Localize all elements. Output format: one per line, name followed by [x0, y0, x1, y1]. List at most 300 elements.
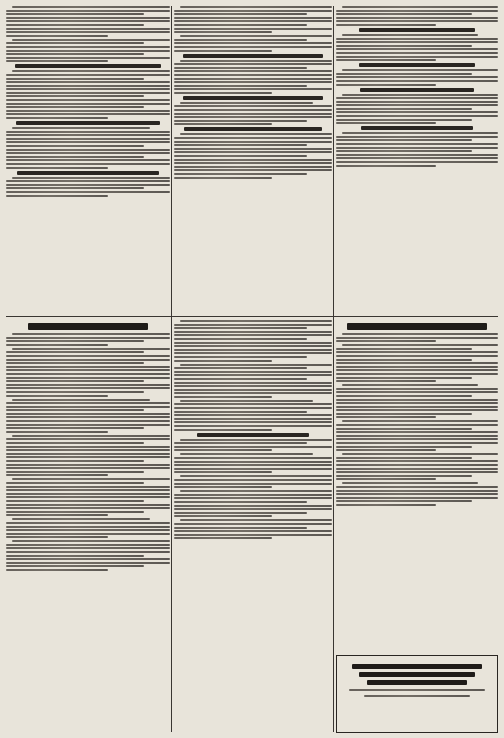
- text-line: [336, 478, 436, 480]
- text-line: [174, 144, 307, 146]
- advertisement-text: [343, 664, 491, 697]
- text-line: [6, 446, 170, 448]
- paragraph: [336, 384, 498, 418]
- text-line: [6, 35, 108, 37]
- text-line: [336, 475, 472, 477]
- text-line: [174, 342, 332, 344]
- text-line: [336, 359, 472, 361]
- text-line: [336, 460, 498, 462]
- text-line: [174, 162, 332, 164]
- text-line: [6, 529, 170, 531]
- text-line: [6, 489, 170, 491]
- text-line: [6, 569, 108, 571]
- text-line: [342, 453, 498, 455]
- text-line: [6, 482, 144, 484]
- text-line: [336, 337, 498, 339]
- text-line: [6, 395, 108, 397]
- paragraph: [336, 69, 498, 85]
- text-line: [6, 500, 144, 502]
- text-line: [6, 78, 144, 80]
- text-line: [6, 416, 170, 418]
- text-line: [6, 131, 170, 133]
- text-line: [6, 384, 170, 386]
- text-line: [336, 24, 436, 26]
- paragraph: [6, 39, 170, 63]
- commerce-section-heading: [347, 323, 487, 330]
- text-line: [336, 377, 472, 379]
- text-line: [6, 453, 170, 455]
- text-line: [336, 366, 498, 368]
- text-line: [336, 73, 472, 75]
- text-line: [336, 80, 498, 82]
- text-line: [174, 151, 332, 153]
- text-line: [342, 69, 498, 71]
- text-line: [6, 92, 170, 94]
- text-line: [180, 519, 332, 521]
- paragraph: [174, 96, 332, 100]
- text-line: [174, 367, 307, 369]
- paragraph: [174, 364, 332, 398]
- text-line: [174, 421, 332, 423]
- text-line: [6, 486, 170, 488]
- text-line: [174, 534, 332, 536]
- text-line: [6, 504, 170, 506]
- text-line: [336, 468, 498, 470]
- text-line: [6, 141, 170, 143]
- text-line: [6, 380, 144, 382]
- text-line: [336, 38, 498, 40]
- bottom-middle-column: [174, 320, 332, 541]
- text-line: [174, 13, 307, 15]
- text-line: [6, 57, 170, 59]
- text-line: [6, 159, 170, 161]
- text-line: [6, 562, 170, 564]
- text-line: [336, 471, 498, 473]
- text-line: [6, 536, 108, 538]
- text-line: [174, 113, 332, 115]
- paragraph: [174, 519, 332, 539]
- text-line: [174, 425, 332, 427]
- text-line: [12, 540, 170, 542]
- text-line: [336, 402, 498, 404]
- text-line: [174, 20, 332, 22]
- text-line: [174, 407, 332, 409]
- subheading: [183, 96, 322, 100]
- paragraph: [174, 320, 332, 362]
- text-line: [6, 42, 144, 44]
- text-line: [174, 120, 307, 122]
- text-line: [6, 355, 170, 357]
- text-line: [336, 104, 498, 106]
- paragraph: [336, 482, 498, 506]
- column-divider-1: [171, 6, 172, 732]
- text-line: [174, 371, 332, 373]
- text-line: [174, 63, 332, 65]
- text-line: [336, 464, 498, 466]
- text-line: [6, 149, 170, 151]
- text-line: [6, 17, 170, 19]
- text-line: [174, 449, 272, 451]
- text-line: [174, 457, 332, 459]
- text-line: [336, 13, 472, 15]
- news-section-heading: [28, 323, 148, 330]
- text-line: [174, 389, 332, 391]
- text-line: [6, 110, 170, 112]
- text-line: [6, 565, 144, 567]
- text-line: [336, 424, 498, 426]
- text-line: [6, 167, 108, 169]
- text-line: [174, 116, 332, 118]
- text-line: [6, 427, 144, 429]
- text-line: [174, 177, 272, 179]
- paragraph: [6, 518, 170, 538]
- text-line: [174, 392, 332, 394]
- text-line: [336, 150, 472, 152]
- text-line: [6, 391, 144, 393]
- text-line: [336, 17, 498, 19]
- text-line: [336, 373, 498, 375]
- text-line: [174, 85, 307, 87]
- text-line: [342, 6, 498, 8]
- text-line: [174, 349, 332, 351]
- text-line: [6, 514, 108, 516]
- paragraph: [336, 34, 498, 61]
- text-line: [342, 132, 498, 134]
- text-line: [6, 195, 108, 197]
- paragraph: [6, 177, 170, 197]
- text-line: [6, 13, 144, 15]
- text-line: [6, 134, 170, 136]
- text-line: [174, 374, 332, 376]
- text-line: [174, 446, 332, 448]
- text-line: [174, 530, 332, 532]
- text-line: [6, 95, 144, 97]
- text-line: [336, 428, 472, 430]
- text-line: [6, 406, 170, 408]
- paragraph: [6, 70, 170, 119]
- text-line: [174, 338, 307, 340]
- text-line: [336, 348, 472, 350]
- text-line: [174, 471, 272, 473]
- text-line: [336, 457, 472, 459]
- bottom-right-column: [336, 320, 498, 508]
- text-line: [174, 141, 332, 143]
- text-line: [342, 482, 478, 484]
- text-line: [6, 533, 170, 535]
- text-line: [6, 113, 170, 115]
- text-line: [174, 468, 332, 470]
- text-line: [6, 152, 170, 154]
- text-line: [6, 522, 170, 524]
- text-line: [6, 551, 170, 553]
- text-line: [6, 387, 170, 389]
- text-line: [336, 111, 498, 113]
- text-line: [336, 500, 472, 502]
- ad-heading-line: [367, 680, 468, 685]
- subheading: [360, 88, 473, 92]
- text-line: [6, 402, 170, 404]
- text-line: [6, 467, 170, 469]
- text-line: [342, 384, 478, 386]
- bottom-left-text: [6, 333, 170, 571]
- text-line: [174, 385, 332, 387]
- text-line: [174, 17, 332, 19]
- text-line: [336, 45, 472, 47]
- text-line: [336, 416, 436, 418]
- paragraph: [336, 28, 498, 32]
- text-line: [174, 508, 332, 510]
- paragraph: [6, 399, 170, 433]
- text-line: [6, 460, 144, 462]
- text-line: [174, 505, 332, 507]
- text-line: [180, 60, 332, 62]
- text-line: [174, 74, 332, 76]
- text-line: [336, 399, 498, 401]
- text-line: [336, 10, 498, 12]
- text-line: [180, 6, 332, 8]
- text-line: [6, 81, 170, 83]
- ad-text-line: [349, 689, 485, 691]
- text-line: [6, 420, 170, 422]
- text-line: [6, 31, 170, 33]
- text-line: [6, 163, 170, 165]
- paragraph: [6, 333, 170, 346]
- text-line: [174, 70, 332, 72]
- text-line: [6, 373, 170, 375]
- column-divider-2: [333, 6, 334, 732]
- text-line: [6, 145, 144, 147]
- text-line: [336, 48, 498, 50]
- text-line: [174, 345, 332, 347]
- text-line: [336, 504, 436, 506]
- text-line: [180, 490, 332, 492]
- ad-heading-line: [352, 664, 482, 669]
- text-line: [6, 344, 108, 346]
- text-line: [336, 490, 498, 492]
- text-line: [12, 399, 150, 401]
- text-line: [6, 60, 108, 62]
- text-line: [6, 191, 170, 193]
- text-line: [174, 31, 272, 33]
- paragraph: [6, 540, 170, 571]
- text-line: [6, 184, 170, 186]
- text-line: [6, 103, 170, 105]
- text-line: [6, 85, 170, 87]
- paragraph: [174, 453, 332, 473]
- paragraph: [336, 94, 498, 125]
- text-line: [180, 453, 313, 455]
- paragraph: [6, 171, 170, 175]
- ad-heading-line: [359, 672, 474, 677]
- text-line: [6, 438, 170, 440]
- text-line: [336, 165, 436, 167]
- text-line: [342, 333, 498, 335]
- text-line: [336, 486, 498, 488]
- text-line: [174, 382, 332, 384]
- text-line: [6, 362, 144, 364]
- text-line: [6, 369, 170, 371]
- text-line: [6, 106, 144, 108]
- text-line: [174, 356, 307, 358]
- text-line: [174, 81, 332, 83]
- paragraph: [6, 435, 170, 477]
- paragraph: [336, 63, 498, 67]
- text-line: [174, 537, 272, 539]
- text-line: [174, 159, 332, 161]
- text-line: [6, 442, 144, 444]
- text-line: [12, 127, 150, 129]
- text-line: [12, 70, 170, 72]
- text-line: [174, 169, 332, 171]
- text-line: [6, 10, 170, 12]
- text-line: [336, 449, 436, 451]
- text-line: [6, 24, 144, 26]
- text-line: [12, 6, 170, 8]
- subheading: [17, 171, 160, 175]
- paragraph: [6, 6, 170, 37]
- text-line: [6, 464, 170, 466]
- paragraph: [336, 344, 498, 382]
- subheading: [361, 126, 473, 130]
- text-line: [174, 24, 307, 26]
- text-line: [336, 84, 436, 86]
- text-line: [12, 177, 170, 179]
- text-line: [6, 180, 170, 182]
- text-line: [12, 333, 170, 335]
- text-line: [174, 515, 272, 517]
- bottom-right-text: [336, 333, 498, 506]
- text-line: [174, 497, 332, 499]
- text-line: [174, 123, 272, 125]
- text-line: [336, 52, 498, 54]
- subheading: [197, 433, 309, 437]
- paragraph: [174, 35, 332, 51]
- text-line: [174, 67, 307, 69]
- text-line: [336, 391, 498, 393]
- text-line: [336, 136, 498, 138]
- text-line: [174, 42, 332, 44]
- paragraph: [6, 121, 170, 125]
- text-line: [336, 157, 498, 159]
- text-line: [174, 396, 272, 398]
- text-line: [174, 486, 272, 488]
- text-line: [336, 413, 472, 415]
- text-line: [174, 105, 332, 107]
- text-line: [6, 337, 170, 339]
- text-line: [6, 46, 170, 48]
- text-line: [174, 523, 332, 525]
- text-line: [336, 355, 498, 357]
- text-line: [6, 50, 170, 52]
- text-line: [180, 102, 313, 104]
- text-line: [174, 50, 272, 52]
- text-line: [336, 115, 498, 117]
- text-line: [6, 53, 144, 55]
- text-line: [6, 74, 170, 76]
- text-line: [342, 344, 498, 346]
- text-line: [6, 526, 170, 528]
- text-line: [6, 377, 170, 379]
- text-line: [6, 424, 170, 426]
- subheading: [359, 63, 474, 67]
- text-line: [180, 400, 313, 402]
- text-line: [174, 331, 332, 333]
- subheading: [15, 64, 161, 68]
- text-line: [174, 360, 272, 362]
- text-line: [174, 46, 332, 48]
- text-line: [174, 512, 307, 514]
- text-line: [174, 483, 332, 485]
- text-line: [6, 558, 170, 560]
- paragraph: [6, 348, 170, 397]
- text-line: [12, 39, 170, 41]
- text-line: [174, 527, 307, 529]
- text-line: [342, 34, 478, 36]
- paragraph: [336, 453, 498, 480]
- text-line: [6, 187, 144, 189]
- text-line: [174, 166, 332, 168]
- text-line: [6, 496, 170, 498]
- paragraph: [174, 439, 332, 452]
- paragraph: [174, 490, 332, 517]
- text-line: [12, 518, 150, 520]
- text-line: [336, 435, 498, 437]
- subheading: [359, 28, 476, 32]
- paragraph: [6, 478, 170, 516]
- text-line: [174, 418, 332, 420]
- top-left-column: [6, 6, 170, 199]
- text-line: [174, 137, 332, 139]
- text-line: [336, 97, 498, 99]
- paragraph: [336, 126, 498, 130]
- text-line: [6, 117, 108, 119]
- text-line: [6, 138, 170, 140]
- paragraph: [174, 54, 332, 58]
- paragraph: [336, 132, 498, 166]
- text-line: [6, 156, 144, 158]
- text-line: [336, 119, 472, 121]
- top-middle-column: [174, 6, 332, 181]
- text-line: [336, 438, 498, 440]
- paragraph: [174, 475, 332, 488]
- text-line: [336, 380, 436, 382]
- bottom-left-column: [6, 320, 170, 573]
- text-line: [6, 555, 144, 557]
- top-left-text: [6, 6, 170, 197]
- text-line: [180, 35, 332, 37]
- text-line: [174, 78, 332, 80]
- text-line: [336, 139, 472, 141]
- paragraph: [174, 133, 332, 178]
- text-line: [6, 359, 170, 361]
- text-line: [174, 28, 332, 30]
- subheading: [16, 121, 160, 125]
- text-line: [6, 409, 144, 411]
- text-line: [174, 148, 332, 150]
- text-line: [174, 501, 307, 503]
- text-line: [174, 327, 307, 329]
- paragraph: [6, 64, 170, 68]
- text-line: [6, 493, 170, 495]
- paragraph: [174, 6, 332, 33]
- text-line: [336, 388, 498, 390]
- text-line: [180, 475, 332, 477]
- text-line: [6, 431, 108, 433]
- top-right-text: [336, 6, 498, 167]
- text-line: [174, 429, 272, 431]
- text-line: [336, 442, 498, 444]
- text-line: [6, 511, 144, 513]
